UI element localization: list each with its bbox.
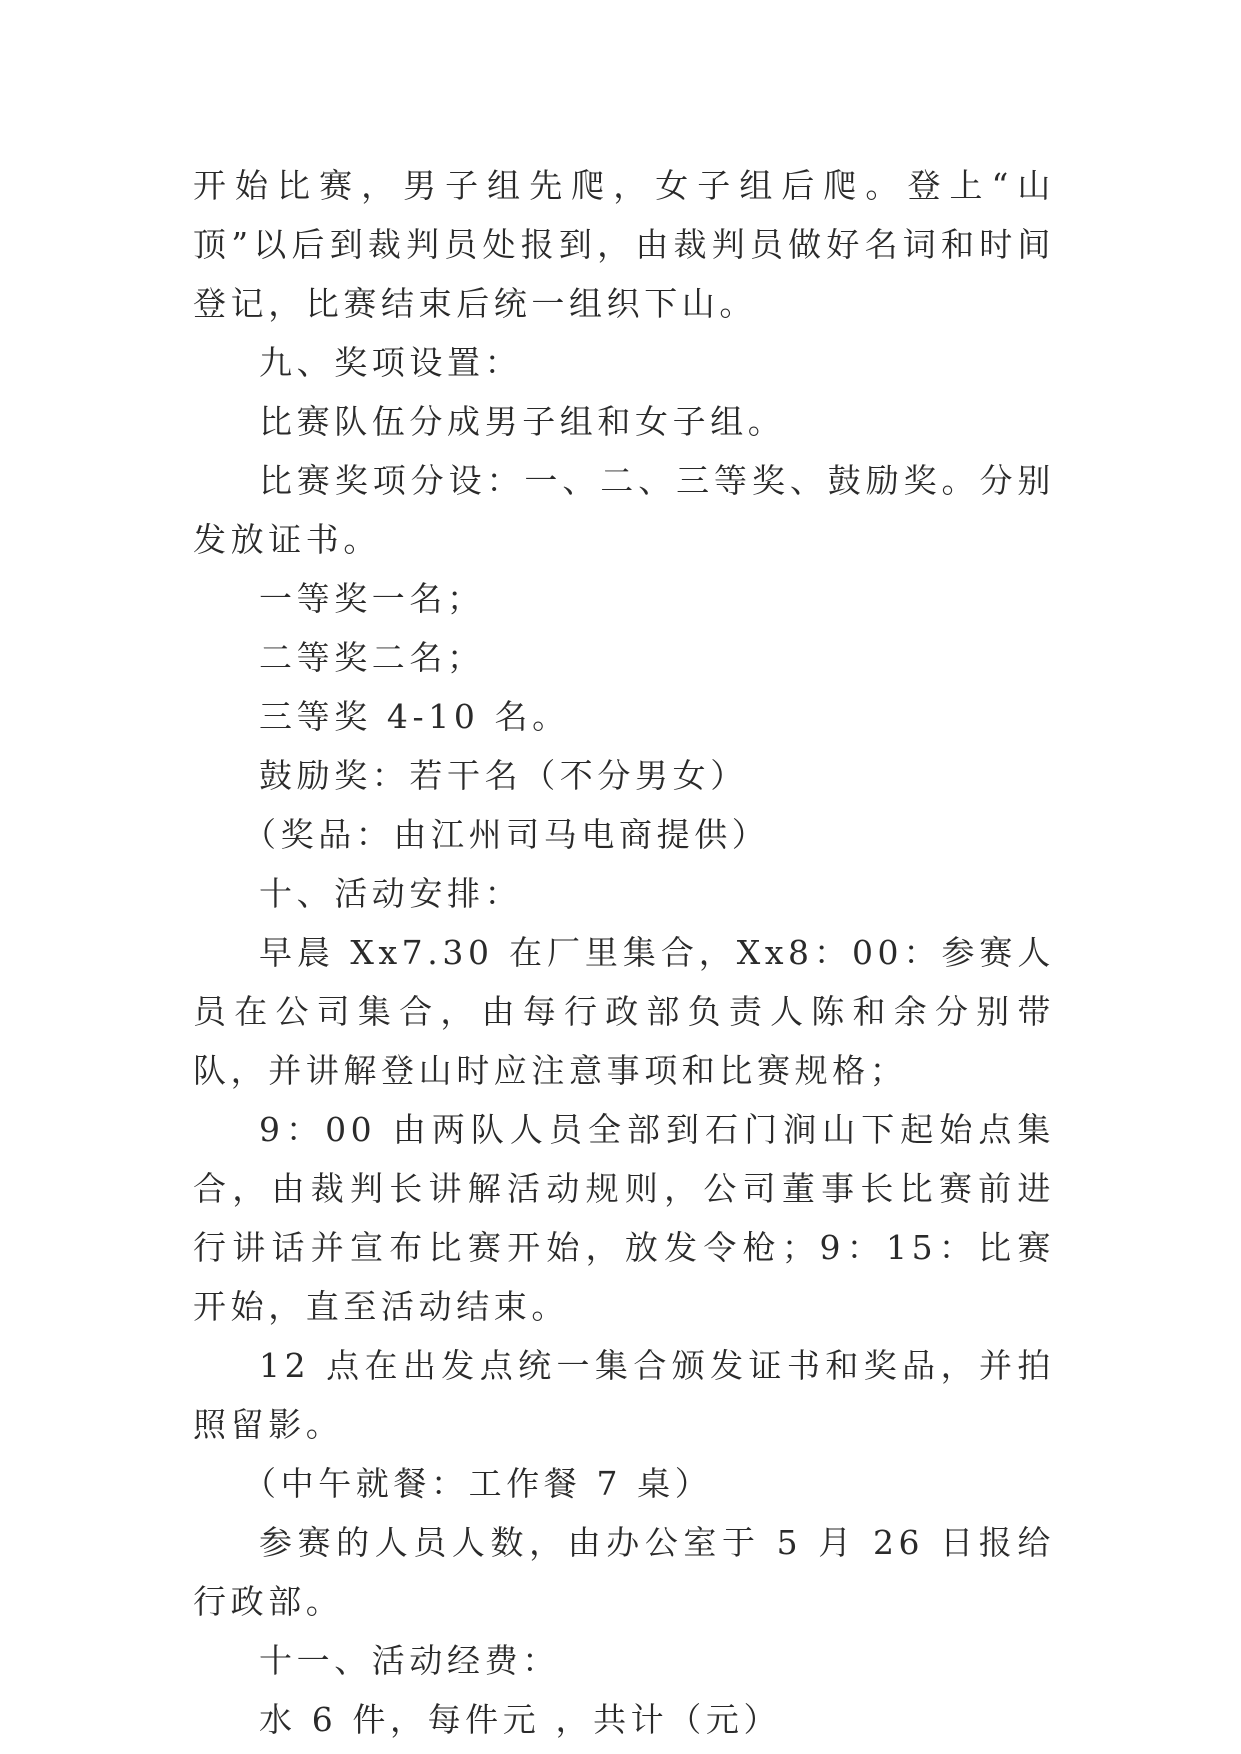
paragraph-third-prize: 三等奖 4-10 名。 bbox=[259, 697, 570, 736]
paragraph-water-cost: 水 6 件，每件元 ，共计（元） bbox=[259, 1700, 782, 1739]
paragraph-encouragement-prize: 鼓励奖：若干名（不分男女） bbox=[259, 756, 748, 795]
paragraph-lunch: （中午就餐：工作餐 7 桌） bbox=[243, 1464, 713, 1503]
document-body bbox=[193, 156, 1055, 1749]
paragraph-second-prize: 二等奖二名； bbox=[259, 638, 485, 677]
heading-awards-setup: 九、奖项设置： bbox=[259, 343, 523, 382]
paragraph-race-procedure: 开始比赛，男子组先爬，女子组后爬。登上“山顶”以后到裁判员处报到，由裁判员做好名词和时间登记，比赛结束后统一组织下山。 bbox=[193, 166, 1055, 323]
paragraph-prize-sponsor: （奖品：由江州司马电商提供） bbox=[243, 815, 770, 854]
paragraph-first-prize: 一等奖一名； bbox=[259, 579, 485, 618]
heading-activity-budget: 十一、活动经费： bbox=[259, 1641, 560, 1680]
paragraph-team-groups: 比赛队伍分成男子组和女子组。 bbox=[259, 402, 786, 441]
paragraph-morning-assembly: 早晨 Xx7.30 在厂里集合，Xx8：00：参赛人员在公司集合，由每行政部负责人陈和余分别带队，并讲解登山时应注意事项和比赛规格； bbox=[193, 933, 1055, 1090]
paragraph-award-ceremony: 12 点在出发点统一集合颁发证书和奖品，并拍照留影。 bbox=[193, 1346, 1055, 1444]
heading-activity-schedule: 十、活动安排： bbox=[259, 874, 523, 913]
paragraph-participant-count: 参赛的人员人数，由办公室于 5 月 26 日报给行政部。 bbox=[193, 1523, 1055, 1621]
paragraph-award-categories: 比赛奖项分设：一、二、三等奖、鼓励奖。分别发放证书。 bbox=[193, 461, 1055, 559]
paragraph-race-start: 9：00 由两队人员全部到石门涧山下起始点集合，由裁判长讲解活动规则，公司董事长比赛前进行讲话并宣布比赛开始，放发令枪；9：15：比赛开始，直至活动结束。 bbox=[193, 1110, 1055, 1326]
